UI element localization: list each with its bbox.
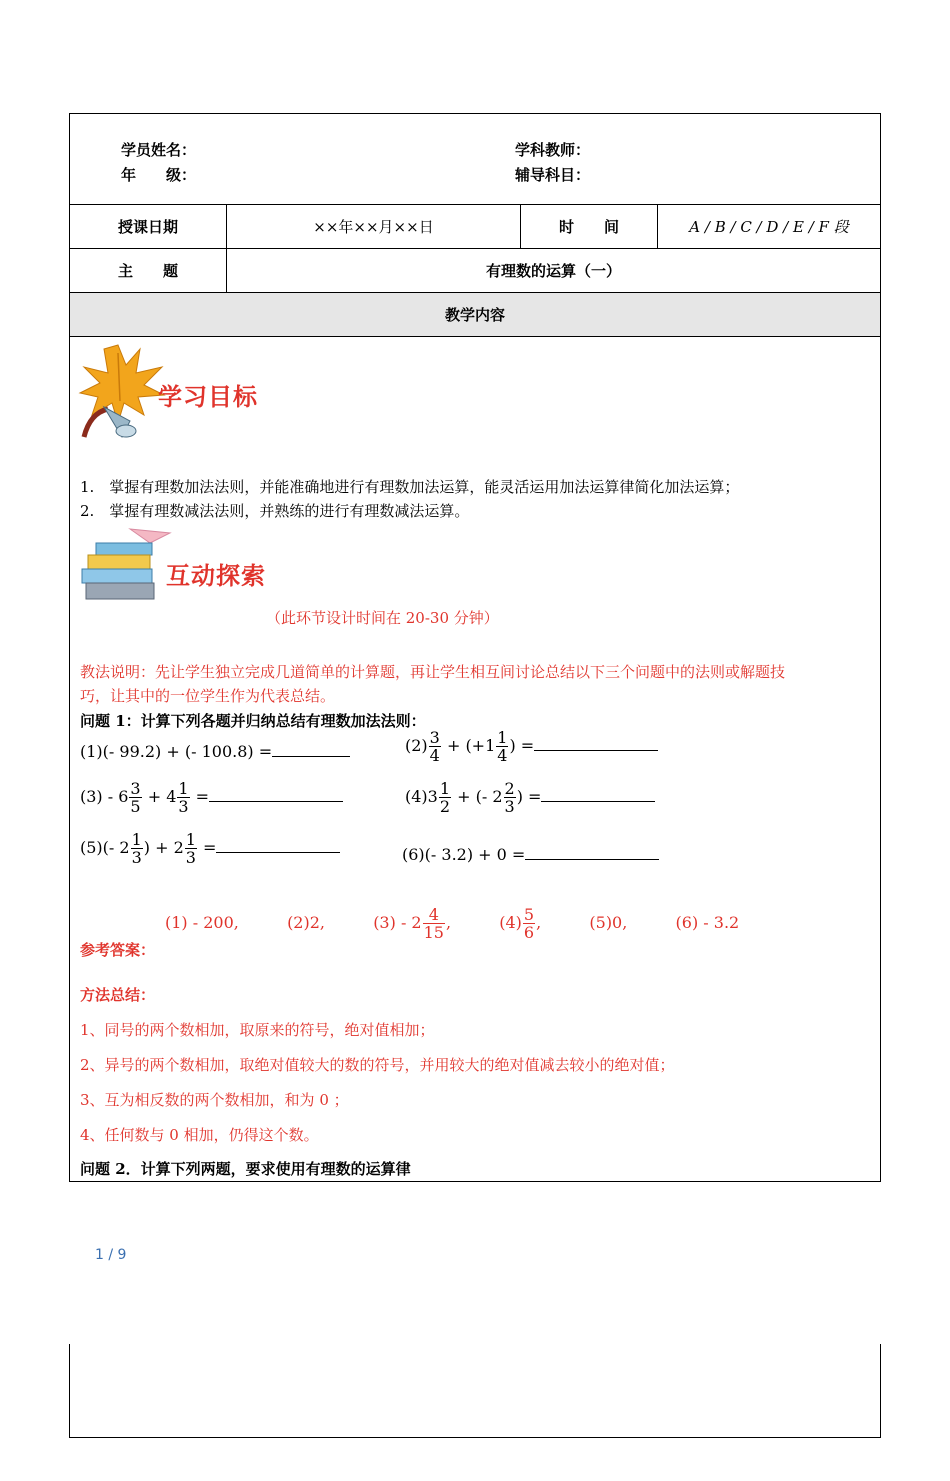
maple-bell-icon xyxy=(78,343,168,439)
subject-label: 辅导科目： xyxy=(515,166,591,184)
summary-rule-3: 3、互为相反数的两个数相加，和为 0 ； xyxy=(80,1091,349,1109)
problem-5-prefix: (5)(- 2 xyxy=(80,838,130,857)
denominator: 4 xyxy=(429,746,440,765)
problem-2-suffix: ) = xyxy=(509,736,535,755)
problem-2-middle: + (+1 xyxy=(441,736,496,755)
question-2-title: 问题 2．计算下列两题，要求使用有理数的运算律 xyxy=(80,1160,411,1178)
answer-blank xyxy=(541,787,655,802)
denominator: 5 xyxy=(130,797,141,816)
time-note: （此环节设计时间在 20-30 分钟） xyxy=(266,609,499,627)
problem-5 xyxy=(80,831,340,866)
answer-6: (6) - 3.2 xyxy=(675,913,740,932)
question-1-title: 问题 1：计算下列各题并归纳总结有理数加法法则： xyxy=(80,712,426,730)
numerator: 4 xyxy=(423,906,445,924)
content-heading: 教学内容 xyxy=(70,293,881,337)
numerator: 1 xyxy=(178,779,189,798)
fraction xyxy=(504,780,516,815)
method-note-line-1: 教法说明：先让学生独立完成几道简单的计算题，再让学生相互间讨论总结以下三个问题中的法则或解题技 xyxy=(80,663,786,681)
problem-5-middle: ) + 2 xyxy=(143,838,184,857)
denominator: 3 xyxy=(131,848,142,867)
denominator: 15 xyxy=(423,923,444,942)
books-icon xyxy=(78,525,178,607)
problem-4 xyxy=(405,780,655,815)
answer-1: (1) - 200, xyxy=(165,913,239,932)
problem-1 xyxy=(80,742,350,761)
problem-4-suffix: ) = xyxy=(516,787,542,806)
page-margin xyxy=(0,1182,950,1344)
goal-item-2: 2. 掌握有理数减法法则，并熟练的进行有理数减法运算。 xyxy=(80,502,470,520)
problem-6-expression: (6)(- 3.2) + 0 = xyxy=(402,845,526,864)
problem-5-suffix: = xyxy=(197,838,217,857)
fraction xyxy=(429,729,441,764)
answer-5: (5)0, xyxy=(589,913,628,932)
problem-2 xyxy=(405,729,658,764)
fraction xyxy=(131,831,143,866)
fraction xyxy=(523,906,535,941)
answer-4-prefix: (4) xyxy=(499,913,522,932)
numerator: 3 xyxy=(429,728,440,747)
numerator: 1 xyxy=(185,830,196,849)
method-note-line-2: 巧，让其中的一位学生作为代表总结。 xyxy=(80,687,336,705)
denominator: 3 xyxy=(504,797,515,816)
explore-banner: 互动探索 xyxy=(166,562,266,590)
denominator: 3 xyxy=(178,797,189,816)
numerator: 3 xyxy=(130,779,141,798)
date-label: 授课日期 xyxy=(70,205,227,249)
date-value: ××年××月××日 xyxy=(227,205,521,249)
answers-row xyxy=(165,906,739,941)
problem-3-suffix: = xyxy=(190,787,210,806)
denominator: 2 xyxy=(439,797,451,816)
fraction xyxy=(496,729,508,764)
denominator: 4 xyxy=(497,746,508,765)
student-name-label: 学员姓名： xyxy=(121,141,197,159)
answer-blank xyxy=(534,736,658,751)
problem-3 xyxy=(80,780,343,815)
summary-rule-4: 4、任何数与 0 相加，仍得这个数。 xyxy=(80,1126,319,1144)
topic-label: 主 题 xyxy=(70,249,227,293)
problem-6 xyxy=(402,845,659,864)
problem-4-middle: + (- 2 xyxy=(452,787,503,806)
fraction xyxy=(439,780,451,815)
fraction xyxy=(129,780,141,815)
problem-3-middle: + 4 xyxy=(142,787,177,806)
problem-1-expression: (1)(- 99.2) + (- 100.8) = xyxy=(80,742,273,761)
answer-3-prefix: (3) - 2 xyxy=(373,913,422,932)
answer-blank xyxy=(272,742,350,757)
topic-value: 有理数的运算（一） xyxy=(227,249,881,293)
student-header xyxy=(70,114,881,205)
teacher-label: 学科教师： xyxy=(515,141,591,159)
fraction xyxy=(177,780,189,815)
summary-title: 方法总结： xyxy=(80,986,156,1004)
problem-4-prefix: (4)3 xyxy=(405,787,438,806)
time-label: 时 间 xyxy=(521,205,658,249)
fraction xyxy=(185,831,197,866)
answer-3-suffix: , xyxy=(445,913,452,932)
denominator: 3 xyxy=(185,848,196,867)
answer-2: (2)2, xyxy=(287,913,325,932)
denominator: 6 xyxy=(523,923,535,942)
grade-label: 年 级： xyxy=(121,166,197,184)
numerator: 2 xyxy=(504,779,515,798)
problem-2-prefix: (2) xyxy=(405,736,428,755)
numerator: 1 xyxy=(497,728,508,747)
learning-goals-banner: 学习目标 xyxy=(158,383,258,411)
problem-3-prefix: (3) - 6 xyxy=(80,787,129,806)
answer-blank xyxy=(525,845,659,860)
summary-rule-1: 1、同号的两个数相加，取原来的符号，绝对值相加； xyxy=(80,1021,435,1039)
goal-item-1: 1. 掌握有理数加法法则，并能准确地进行有理数加法运算，能灵活运用加法运算律简化加法运算； xyxy=(80,478,740,496)
time-value: A / B / C / D / E / F 段 xyxy=(658,205,881,249)
answer-4-suffix: , xyxy=(536,913,542,932)
numerator: 5 xyxy=(523,905,535,924)
answers-label: 参考答案： xyxy=(80,941,156,959)
fraction xyxy=(423,906,445,941)
answer-blank xyxy=(216,838,340,853)
numerator: 1 xyxy=(131,830,142,849)
numerator: 1 xyxy=(439,779,451,798)
answer-blank xyxy=(209,787,343,802)
summary-rule-2: 2、异号的两个数相加，取绝对值较大的数的符号，并用较大的绝对值减去较小的绝对值； xyxy=(80,1056,675,1074)
page-number: 1 / 9 xyxy=(95,1247,127,1263)
